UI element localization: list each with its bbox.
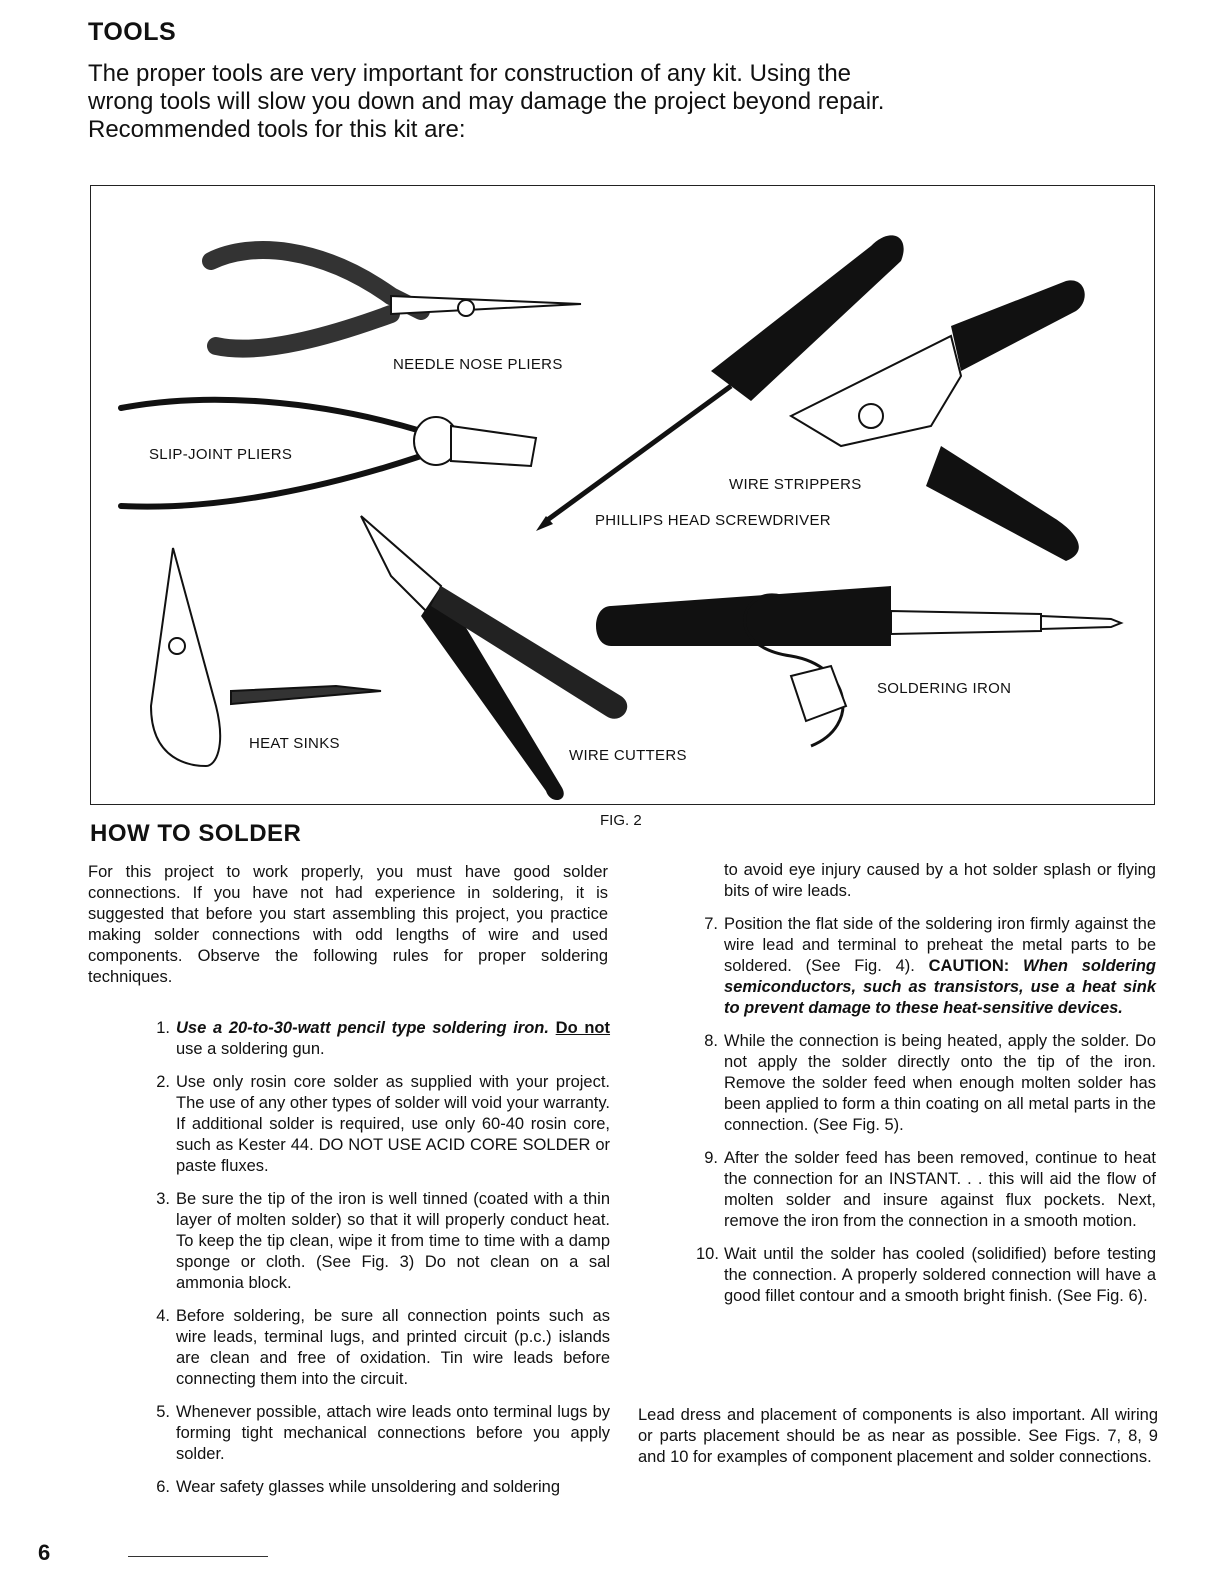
slip-joint-pliers-label: SLIP-JOINT PLIERS (149, 446, 293, 463)
soldering-iron-label: SOLDERING IRON (877, 680, 1012, 697)
step-text: Position the flat side of the soldering iron firmly against the wire lead and terminal to preheat the metal parts to be soldered. (See Fig. 4). (724, 915, 1156, 975)
step-number: 9. (704, 1149, 718, 1167)
tools-figure (90, 185, 1155, 805)
wire-cutters-label: WIRE CUTTERS (569, 747, 687, 764)
step-item (156, 1477, 610, 1498)
step-text: Before soldering, be sure all connection points such as wire leads, terminal lugs, and printed circuit (p.c.) islands are clean and free of oxidation. Tin wire leads before connecting them into the circuit. (176, 1307, 610, 1388)
step-item (704, 1148, 1156, 1232)
tools-intro-text: The proper tools are very important for construction of any kit. Using the wrong tools will slow you down and may damage the project beyond repair. Recommended tools for this kit are: (88, 60, 885, 143)
step-number: 8. (704, 1032, 718, 1050)
step-item (696, 1244, 1156, 1307)
step-item (156, 1189, 610, 1294)
step-item (156, 1402, 610, 1465)
step-text: Wait until the solder has cooled (solidified) before testing the connection. A properly soldered connection will have a good fillet contour and a smooth bright finish. (See Fig. 6). (724, 1245, 1156, 1305)
how-to-solder-heading: HOW TO SOLDER (90, 820, 302, 847)
step-number: 10. (696, 1245, 719, 1263)
screwdriver-label: PHILLIPS HEAD SCREWDRIVER (595, 512, 831, 529)
caution-text: When soldering semiconductors, such as transistors, use a heat sink to prevent damage to these heat-sensitive devices. (724, 957, 1156, 1017)
step-text: use a soldering gun. (176, 1040, 325, 1058)
heat-sink-clip-drawing (151, 548, 381, 766)
step-item (156, 1072, 610, 1177)
step-item (156, 1306, 610, 1390)
footer-rule (128, 1556, 268, 1557)
closing-paragraph: Lead dress and placement of components is also important. All wiring or parts placement should be as near as possible. See Figs. 7, 8, 9 and 10 for examples of component placement and solder connections. (638, 1406, 1158, 1466)
soldering-steps-right (696, 860, 1156, 1319)
soldering-iron-drawing (596, 586, 1121, 746)
caution-label: CAUTION: (928, 957, 1010, 975)
needle-nose-pliers-label: NEEDLE NOSE PLIERS (393, 356, 563, 373)
wire-strippers-label: WIRE STRIPPERS (729, 476, 862, 493)
soldering-steps-right-list (696, 914, 1156, 1307)
step-number: 5. (156, 1403, 170, 1421)
step-text: While the connection is being heated, apply the solder. Do not apply the solder directly onto the tip of the iron. Remove the solder feed when enough molten solder has been applied to form a thin coating on all metal parts in the connection. (See Fig. 5). (724, 1032, 1156, 1134)
soldering-steps-left (156, 1018, 611, 1510)
figure-caption: FIG. 2 (600, 812, 642, 829)
needle-nose-pliers-drawing (211, 250, 581, 349)
step-item (704, 914, 1156, 1019)
tools-heading: TOOLS (88, 18, 177, 46)
step-text: After the solder feed has been removed, continue to heat the connection for an INSTANT. . . this will aid the flow of molten solder and insure against flux pockets. Next, remove the iron from the connection in a smooth motion. (724, 1149, 1156, 1230)
step-number: 6. (156, 1478, 170, 1496)
step-number: 4. (156, 1307, 170, 1325)
step-text: Use only rosin core solder as supplied with your project. The use of any other types of solder will void your warranty. If additional solder is required, use only 60-40 rosin core, such as Kester 44. DO NOT USE ACID CORE SOLDER or paste fluxes. (176, 1073, 610, 1175)
how-to-solder-intro: For this project to work properly, you must have good solder connections. If you have not had experience in soldering, it is suggested that before you start assembling this project, you practice making solder connections with odd lengths of wire and used components. Observe the following rules for proper soldering techniques. (88, 863, 608, 986)
tools-illustration (91, 186, 1155, 805)
page-number: 6 (38, 1540, 51, 1565)
step-number: 2. (156, 1073, 170, 1091)
step-underline: Do not (555, 1019, 611, 1037)
step-emphasis: Use a 20-to-30-watt pencil type soldering iron. (176, 1019, 549, 1037)
step-text: Be sure the tip of the iron is well tinned (coated with a thin layer of molten solder) so that it will properly conduct heat. To keep the tip clean, wipe it from time to time with a damp sponge or cloth. (See Fig. 3) Do not clean on a sal ammonia block. (176, 1190, 610, 1292)
step-item (156, 1018, 611, 1060)
heat-sinks-label: HEAT SINKS (249, 735, 340, 752)
step-item (704, 1031, 1156, 1136)
step-6-continuation: to avoid eye injury caused by a hot solder splash or flying bits of wire leads. (724, 861, 1156, 900)
step-text: Wear safety glasses while unsoldering and soldering (176, 1478, 560, 1496)
step-text: Whenever possible, attach wire leads onto terminal lugs by forming tight mechanical connections before you apply solder. (176, 1403, 610, 1463)
step-number: 3. (156, 1190, 170, 1208)
step-number: 1. (156, 1019, 170, 1037)
step-number: 7. (704, 915, 718, 933)
